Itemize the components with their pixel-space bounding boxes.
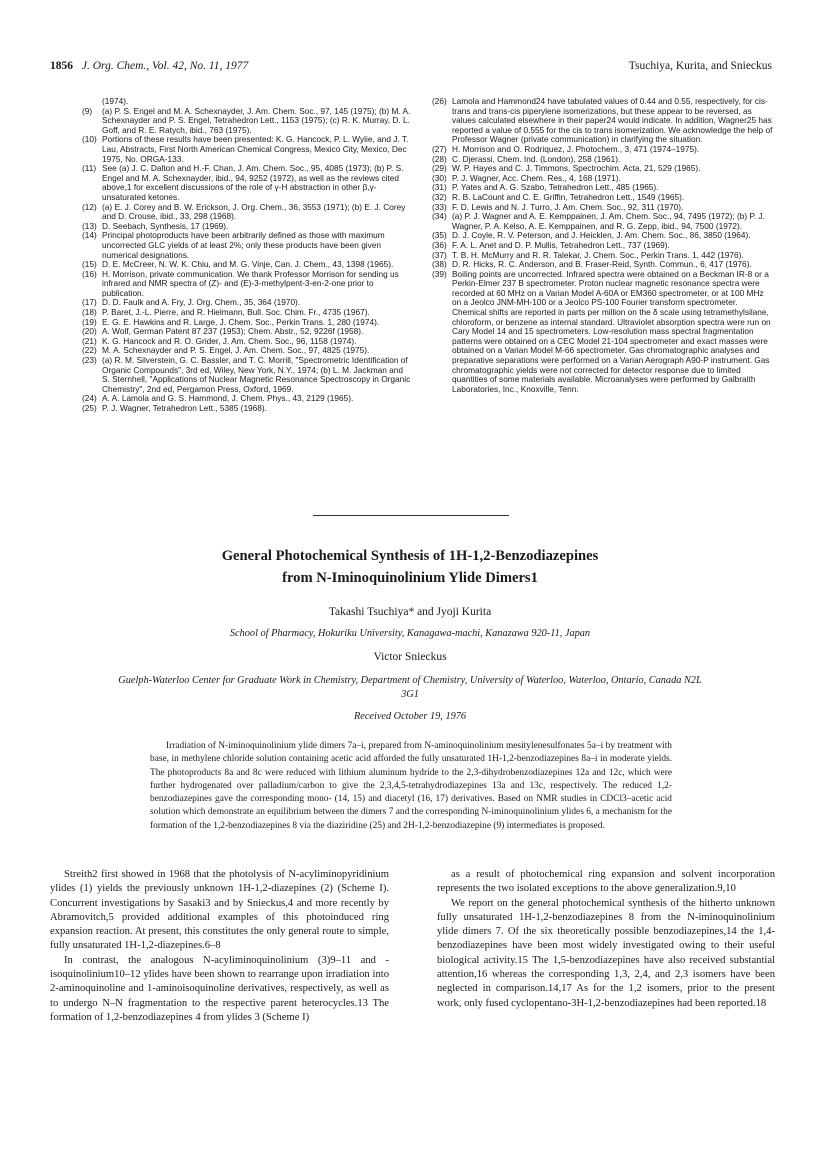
reference-text: Portions of these results have been presented: K. G. Hancock, P. L. Wylie, and J. T. Lau, Abstracts, First North American Chemical Congress, Mexico City, Mexico, Dec 1975, No. ORGA-133. bbox=[102, 134, 409, 164]
reference-number: (38) bbox=[432, 259, 447, 270]
running-head bbox=[50, 60, 772, 76]
reference-text: D. R. Hicks, R. C. Anderson, and B. Fraser-Reid, Synth. Commun., 6, 417 (1976). bbox=[452, 259, 752, 270]
page-number: 1856 bbox=[50, 60, 73, 72]
reference-number: (28) bbox=[432, 153, 447, 164]
reference-number: (11) bbox=[82, 163, 97, 174]
reference-text: Lamola and Hammond24 have tabulated values of 0.44 and 0.55, respectively, for cis-trans and trans-cis piperylene isomerizations, but these appear to be reversed, as values calculated elsewhere in their paper24 would indicate. In addition, Wagner25 has reported a value of 0.555 for the cis to trans isomerization. We acknowledge the help of Professor Wagner (private communication) in clarifying the situation. bbox=[452, 96, 773, 145]
reference-number: (27) bbox=[432, 143, 447, 154]
reference-item bbox=[82, 164, 412, 202]
reference-text: C. Djerassi, Chem. Ind. (London), 258 (1961). bbox=[452, 153, 621, 164]
reference-item bbox=[82, 404, 412, 414]
reference-number: (30) bbox=[432, 172, 447, 183]
affiliation-1: School of Pharmacy, Hokuriku University, Kanagawa-machi, Kanazawa 920-11, Japan bbox=[229, 628, 591, 639]
article-title-line-1: General Photochemical Synthesis of 1H-1,2-Benzodiazepines bbox=[221, 548, 599, 564]
body-paragraph: In contrast, the analogous N-acyliminoquinolinium (3)9–11 and -isoquinolinium10–12 ylides have been shown to rearrange upon irradiation into 2-aminoquinoline and 1-aminoisoquinoline derivatives, respectively, as well as to undergo N–N fragmentation to the respective parent heterocycles.13 The formation of 1,2-benzodiazepines 4 from ylides 3 (Scheme I) bbox=[50, 954, 389, 1023]
reference-number: (9) bbox=[82, 105, 93, 116]
reference-number: (13) bbox=[82, 220, 97, 231]
reference-number: (20) bbox=[82, 326, 97, 337]
reference-text: E. G. E. Hawkins and R. Large, J. Chem. Soc., Perkin Trans. 1, 280 (1974). bbox=[102, 316, 380, 327]
reference-number: (23) bbox=[82, 355, 97, 366]
reference-number: (29) bbox=[432, 163, 447, 174]
reference-number: (15) bbox=[82, 259, 97, 270]
reference-text: F. A. L. Anet and D. P. Mullis, Tetrahedron Lett., 737 (1969). bbox=[452, 239, 670, 250]
reference-text: W. P. Hayes and C. J. Timmons, Spectrochim. Acta, 21, 529 (1965). bbox=[452, 163, 701, 174]
reference-number: (19) bbox=[82, 316, 97, 327]
journal-citation: J. Org. Chem., Vol. 42, No. 11, 1977 bbox=[81, 60, 249, 72]
reference-text: (a) E. J. Corey and B. W. Erickson, J. Org. Chem., 36, 3553 (1971); (b) E. J. Corey and D. Crouse, ibid., 33, 298 (1968). bbox=[102, 201, 406, 222]
section-divider bbox=[313, 515, 509, 516]
reference-number: (25) bbox=[82, 403, 97, 413]
reference-text: M. A. Schexnayder and P. S. Engel, J. Am. Chem. Soc., 97, 4825 (1975). bbox=[102, 345, 370, 356]
reference-text: A. A. Lamola and G. S. Hammond, J. Chem. Phys., 43, 2129 (1965). bbox=[102, 393, 354, 404]
reference-number: (39) bbox=[432, 268, 447, 279]
reference-number: (36) bbox=[432, 239, 447, 250]
reference-text: (1974). bbox=[102, 96, 129, 106]
reference-text: H. Morrison and O. Rodriquez, J. Photochem., 3, 471 (1974–1975). bbox=[452, 143, 700, 154]
reference-text: D. E. McCreer, N. W. K. Chiu, and M. G. Vinje, Can. J. Chem., 43, 1398 (1965). bbox=[102, 259, 394, 270]
reference-text: (a) R. M. Silverstein, G. C. Bassler, and T. C. Morrill, "Spectrometric Identification of Organic Compounds", 3rd ed, Wiley, New York, N.Y., 1974; (b) L. M. Jackman and S. Sternhell, "Applications of Nuclear Magnetic Resonance Spectroscopy in Organic Chemistry", 2nd ed, Pergamon Press, Oxford, 1969. bbox=[102, 355, 411, 394]
reference-number: (33) bbox=[432, 201, 447, 212]
article-title-line-2: from N-Iminoquinolinium Ylide Dimers1 bbox=[282, 570, 538, 586]
reference-text: D. Seebach, Synthesis, 17 (1969). bbox=[102, 220, 229, 231]
references-column-left bbox=[82, 97, 412, 414]
reference-text: See (a) J. C. Dalton and H.-F. Chan, J. Am. Chem. Soc., 95, 4085 (1973); (b) P. S. Engel and M. A. Schexnayder, ibid., 94, 9252 (1972), as well as the reviews cited above,1 for excellent discussions of the role of γ-H abstraction in other β,γ-unsaturated ketones. bbox=[102, 163, 404, 202]
reference-number: (12) bbox=[82, 201, 97, 212]
reference-item bbox=[82, 107, 412, 136]
references-column-right bbox=[432, 97, 774, 394]
reference-number: (31) bbox=[432, 182, 447, 193]
reference-number: (21) bbox=[82, 335, 97, 346]
reference-number: (17) bbox=[82, 297, 97, 308]
abstract: Irradiation of N-iminoquinolinium ylide dimers 7a–i, prepared from N-aminoquinolinium mesitylenesulfonates 5a–i by treatment with base, in methylene chloride solution containing acetic acid afforded the fully unsaturated 1H-1,2-benzodiazepines 8a–i in moderate yields. The photoproducts 8a and 8c were reduced with lithium aluminum hydride to the 2,3-dihydrobenzodiazepines 12a and 12c, which were further hydrogenated over palladium/carbon to give the 2,3,4,5-tetrahydrodiazepines 13a and 13c, respectively. The reduced 1,2-benzodiazepines gave the corresponding mono- (14, 15) and diacetyl (16, 17) derivatives. Based on NMR studies in CDCl3–acetic acid solution which demonstrate an equilibrium between the dimers 7 and the corresponding N-iminoquinolinium ylides 6, a mechanism for the formation of the 1,2-benzodiazepines 8 via the diaziridine (25) and 2H-1,2-benzodiazepine (9) intermediates is proposed. bbox=[150, 741, 672, 831]
affiliation-2: Guelph-Waterloo Center for Graduate Work in Chemistry, Department of Chemistry, University of Waterloo, Waterloo, Ontario, Canada N2L 3G1 bbox=[118, 675, 702, 700]
reference-number: (26) bbox=[432, 96, 447, 106]
reference-number: (10) bbox=[82, 134, 97, 145]
reference-item bbox=[82, 356, 412, 394]
running-head-authors: Tsuchiya, Kurita, and Snieckus bbox=[628, 60, 772, 72]
author-line-2: Victor Snieckus bbox=[373, 651, 447, 663]
body-column-right bbox=[437, 868, 775, 1011]
reference-text: H. Morrison, private communication. We thank Professor Morrison for sending us infrared and NMR spectra of (Z)- and (E)-3-methylpent-3-en-2-one prior to publication. bbox=[102, 268, 399, 298]
reference-item bbox=[432, 212, 774, 231]
reference-number: (22) bbox=[82, 345, 97, 356]
received-date: Received October 19, 1976 bbox=[353, 711, 467, 722]
reference-text: P. Baret, J.-L. Pierre, and R. Hielmann, Bull. Soc. Chim. Fr., 4735 (1967). bbox=[102, 307, 370, 318]
reference-number: (18) bbox=[82, 307, 97, 318]
reference-item bbox=[82, 231, 412, 260]
reference-number: (24) bbox=[82, 393, 97, 404]
reference-text: D. J. Coyle, R. V. Peterson, and J. Heicklen, J. Am. Chem. Soc., 86, 3850 (1964). bbox=[452, 230, 751, 241]
reference-number: (14) bbox=[82, 230, 97, 241]
reference-text: (a) P. J. Wagner and A. E. Kemppainen, J. Am. Chem. Soc., 94, 7495 (1972); (b) P. J. Wagner, P. A. Kelso, A. E. Kemppainen, and R. G. Zepp, ibid., 94, 7500 (1972). bbox=[452, 211, 765, 231]
reference-text: F. D. Lewis and N. J. Turro, J. Am. Chem. Soc., 92, 311 (1970). bbox=[452, 201, 684, 212]
reference-text: D. D. Faulk and A. Fry, J. Org. Chem., 35, 364 (1970). bbox=[102, 297, 301, 308]
reference-item bbox=[82, 135, 412, 164]
reference-item bbox=[432, 270, 774, 395]
reference-text: P. Yates and A. G. Szabo, Tetrahedron Lett., 485 (1965). bbox=[452, 182, 659, 193]
running-head-left bbox=[50, 60, 248, 72]
body-column-left bbox=[50, 868, 389, 1025]
article-title bbox=[60, 545, 760, 589]
reference-number: (16) bbox=[82, 268, 97, 279]
reference-text: R. B. LaCount and C. E. Griffin, Tetrahedron Lett., 1549 (1965). bbox=[452, 191, 685, 202]
reference-text: P. J. Wagner, Tetrahedron Lett., 5385 (1968). bbox=[102, 403, 267, 413]
reference-number: (37) bbox=[432, 249, 447, 260]
reference-text: Boiling points are uncorrected. Infrared spectra were obtained on a Beckman IR-8 or a Perkin-Elmer 237 B spectrometer. Proton nuclear magnetic resonance spectra were recorded at 60 MHz on a Varian Model A-60A or EM360 spectrometer, or at 100 MHz on a Jeolco JNM-MH-100 or a Jeolco PS-100 Fourier transform spectrometer. Chemical shifts are reported in parts per million on the δ scale using tetramethylsilane, chloroform, or benzene as internal standard. Ultraviolet absorption spectra were run on Cary Model 14 and 15 spectrometers. Low-resolution mass spectral fragmentation patterns were obtained on a CEC Model 21-104 spectrometer and exact masses were obtained on a Varian Model M-66 spectrometer. Gas chromatographic analyses and preparative separations were performed on a Varian Aerograph A90-P instrument. Gas chromatographic yields were not corrected for detector response due to limited quantities of some materials available. Microanalyses were performed by Galbraith Laboratories, Inc., Knoxville, Tenn. bbox=[452, 268, 771, 394]
author-line-1: Takashi Tsuchiya* and Jyoji Kurita bbox=[328, 606, 492, 618]
reference-item bbox=[82, 203, 412, 222]
reference-item bbox=[82, 270, 412, 299]
reference-number: (34) bbox=[432, 211, 447, 222]
body-paragraph: We report on the general photochemical synthesis of the hitherto unknown fully unsaturated 1H-1,2-benzodiazepines 8 from the N-iminoquinolinium ylide dimers 7. Of the six theoretically possible benzodiazepines,14 the 1,4-benzodiazepines have been most widely investigated owing to their useful biological activity.15 The 1,5-benzodiazepines have also received substantial attention,16 whereas the corresponding 1,3, 2,4, and 2,3 isomers have been neglected in comparison.14,17 As for the 1,2 isomers, prior to the present work, only fused cyclopentano-3H-1,2-benzodiazepines had been reported.18 bbox=[437, 897, 775, 1009]
reference-text: T. B. H. McMurry and R. R. Talekar, J. Chem. Soc., Perkin Trans. 1, 442 (1976). bbox=[452, 249, 744, 260]
reference-item bbox=[432, 97, 774, 145]
reference-text: Principal photoproducts have been arbitrarily defined as those with maximum uncorrected GLC yields of at least 2%; only these products have been given numerical designations. bbox=[102, 230, 385, 260]
reference-text: A. Wolf, German Patent 87 237 (1953); Chem. Abstr., 52, 9226f (1958). bbox=[102, 326, 364, 337]
body-paragraph: Streith2 first showed in 1968 that the photolysis of N-acyliminopyridinium ylides (1) yields the previously unknown 1H-1,2-diazepines (2) (Scheme I). Concurrent investigations by Sasaki3 and by Snieckus,4 and more recently by Abramovitch,5 provided additional examples of this photoinduced ring expansion reaction. At present, this constitutes the only general route to simple, fully unsaturated 1H-1,2-diazepines.6–8 bbox=[50, 869, 389, 952]
reference-number: (32) bbox=[432, 191, 447, 202]
body-paragraph: as a result of photochemical ring expansion and solvent incorporation represents the two isolated exceptions to the above generalization.9,10 bbox=[437, 869, 775, 895]
reference-text: (a) P. S. Engel and M. A. Schexnayder, J. Am. Chem. Soc., 97, 145 (1975); (b) M. A. Schexnayder and P. S. Engel, Tetrahedron Lett., 1153 (1975); (c) R. K. Murray, D. L. Goff, and R. E. Ratych, ibid., 763 (1975). bbox=[102, 105, 411, 135]
reference-number: (35) bbox=[432, 230, 447, 241]
reference-text: P. J. Wagner, Acc. Chem. Res., 4, 168 (1971). bbox=[452, 172, 621, 183]
reference-text: K. G. Hancock and R. O. Grider, J. Am. Chem. Soc., 96, 1158 (1974). bbox=[102, 335, 357, 346]
